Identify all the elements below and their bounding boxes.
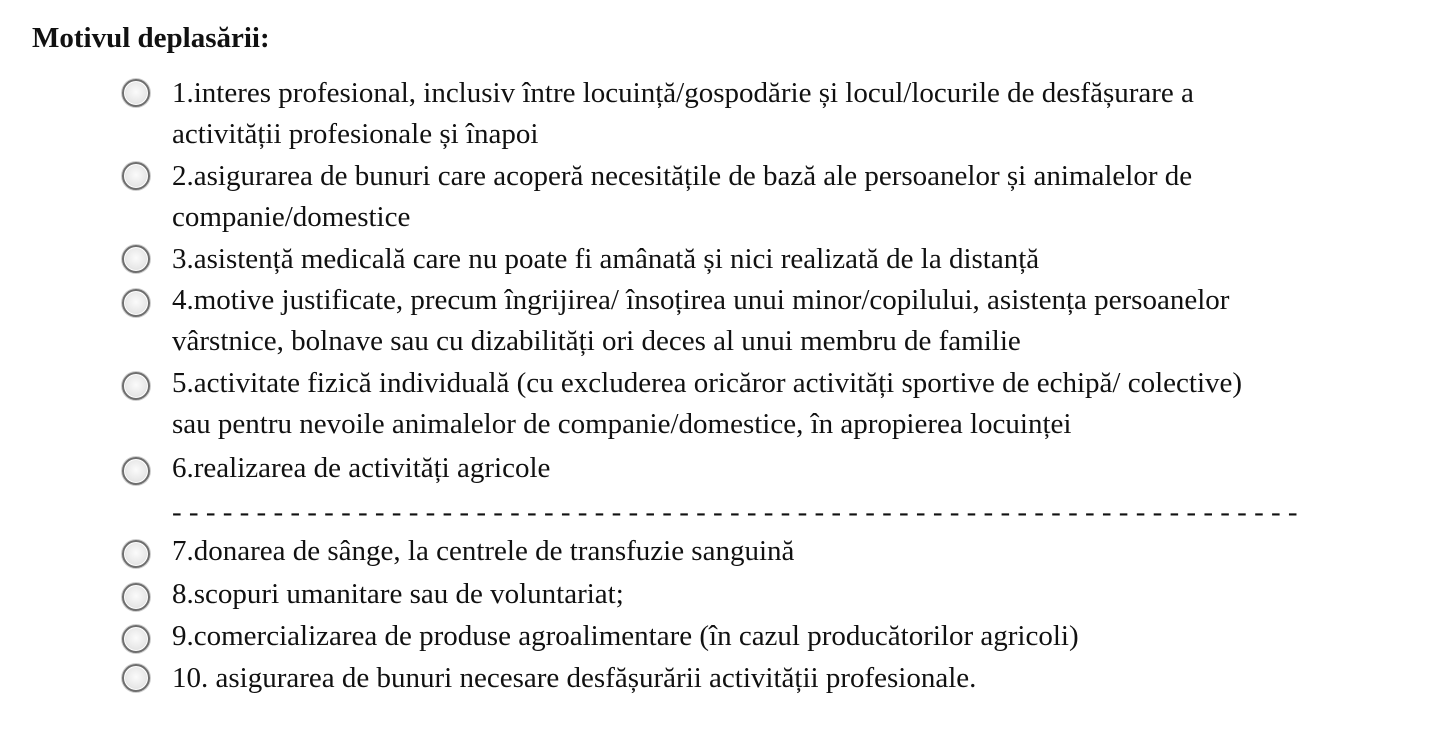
option-label-5: 5.activitate fizică individuală (cu excluderea oricăror activități sportive de echipă/ colective) sau pentru nevoile animalelor de companie/domestice, în apropierea locuinței [172,367,1243,440]
radio-button-4[interactable] [122,289,150,317]
radio-button-8[interactable] [122,583,150,611]
option-label-10: 10. asigurarea de bunuri necesare desfășurării activității profesionale. [172,662,977,694]
dashed-separator: - - - - - - - - - - - - - - - - - - - - - - - - - - - - - - - - - - - - - - - - - - - - - - - - - - - - - - - - - - - - - - - - - - - [172,496,1298,528]
option-label-1: 1.interes profesional, inclusiv între locuință/gospodărie și locul/locurile de desfășurare a activității profesionale și înapoi [172,77,1194,150]
option-label-3: 3.asistență medicală care nu poate fi amânată și nici realizată de la distanță [172,243,1040,275]
option-label-6: 6.realizarea de activități agricole [172,452,551,484]
radio-button-10[interactable] [122,664,150,692]
option-label-7: 7.donarea de sânge, la centrele de transfuzie sanguină [172,535,795,567]
radio-button-6[interactable] [122,457,150,485]
option-label-8: 8.scopuri umanitare sau de voluntariat; [172,578,624,610]
radio-button-3[interactable] [122,245,150,273]
option-label-9: 9.comercializarea de produse agroalimentare (în cazul producătorilor agricoli) [172,620,1079,652]
radio-button-5[interactable] [122,372,150,400]
radio-button-7[interactable] [122,540,150,568]
radio-button-1[interactable] [122,79,150,107]
option-label-4: 4.motive justificate, precum îngrijirea/ însoțirea unui minor/copilului, asistența persoanelor vârstnice, bolnave sau cu dizabilități ori deces al unui membru de familie [172,284,1230,357]
option-label-2: 2.asigurarea de bunuri care acoperă necesitățile de bază ale persoanelor și animalelor de companie/domestice [172,160,1193,233]
form-title: Motivul deplasării: [32,22,270,54]
radio-button-9[interactable] [122,625,150,653]
radio-button-2[interactable] [122,162,150,190]
